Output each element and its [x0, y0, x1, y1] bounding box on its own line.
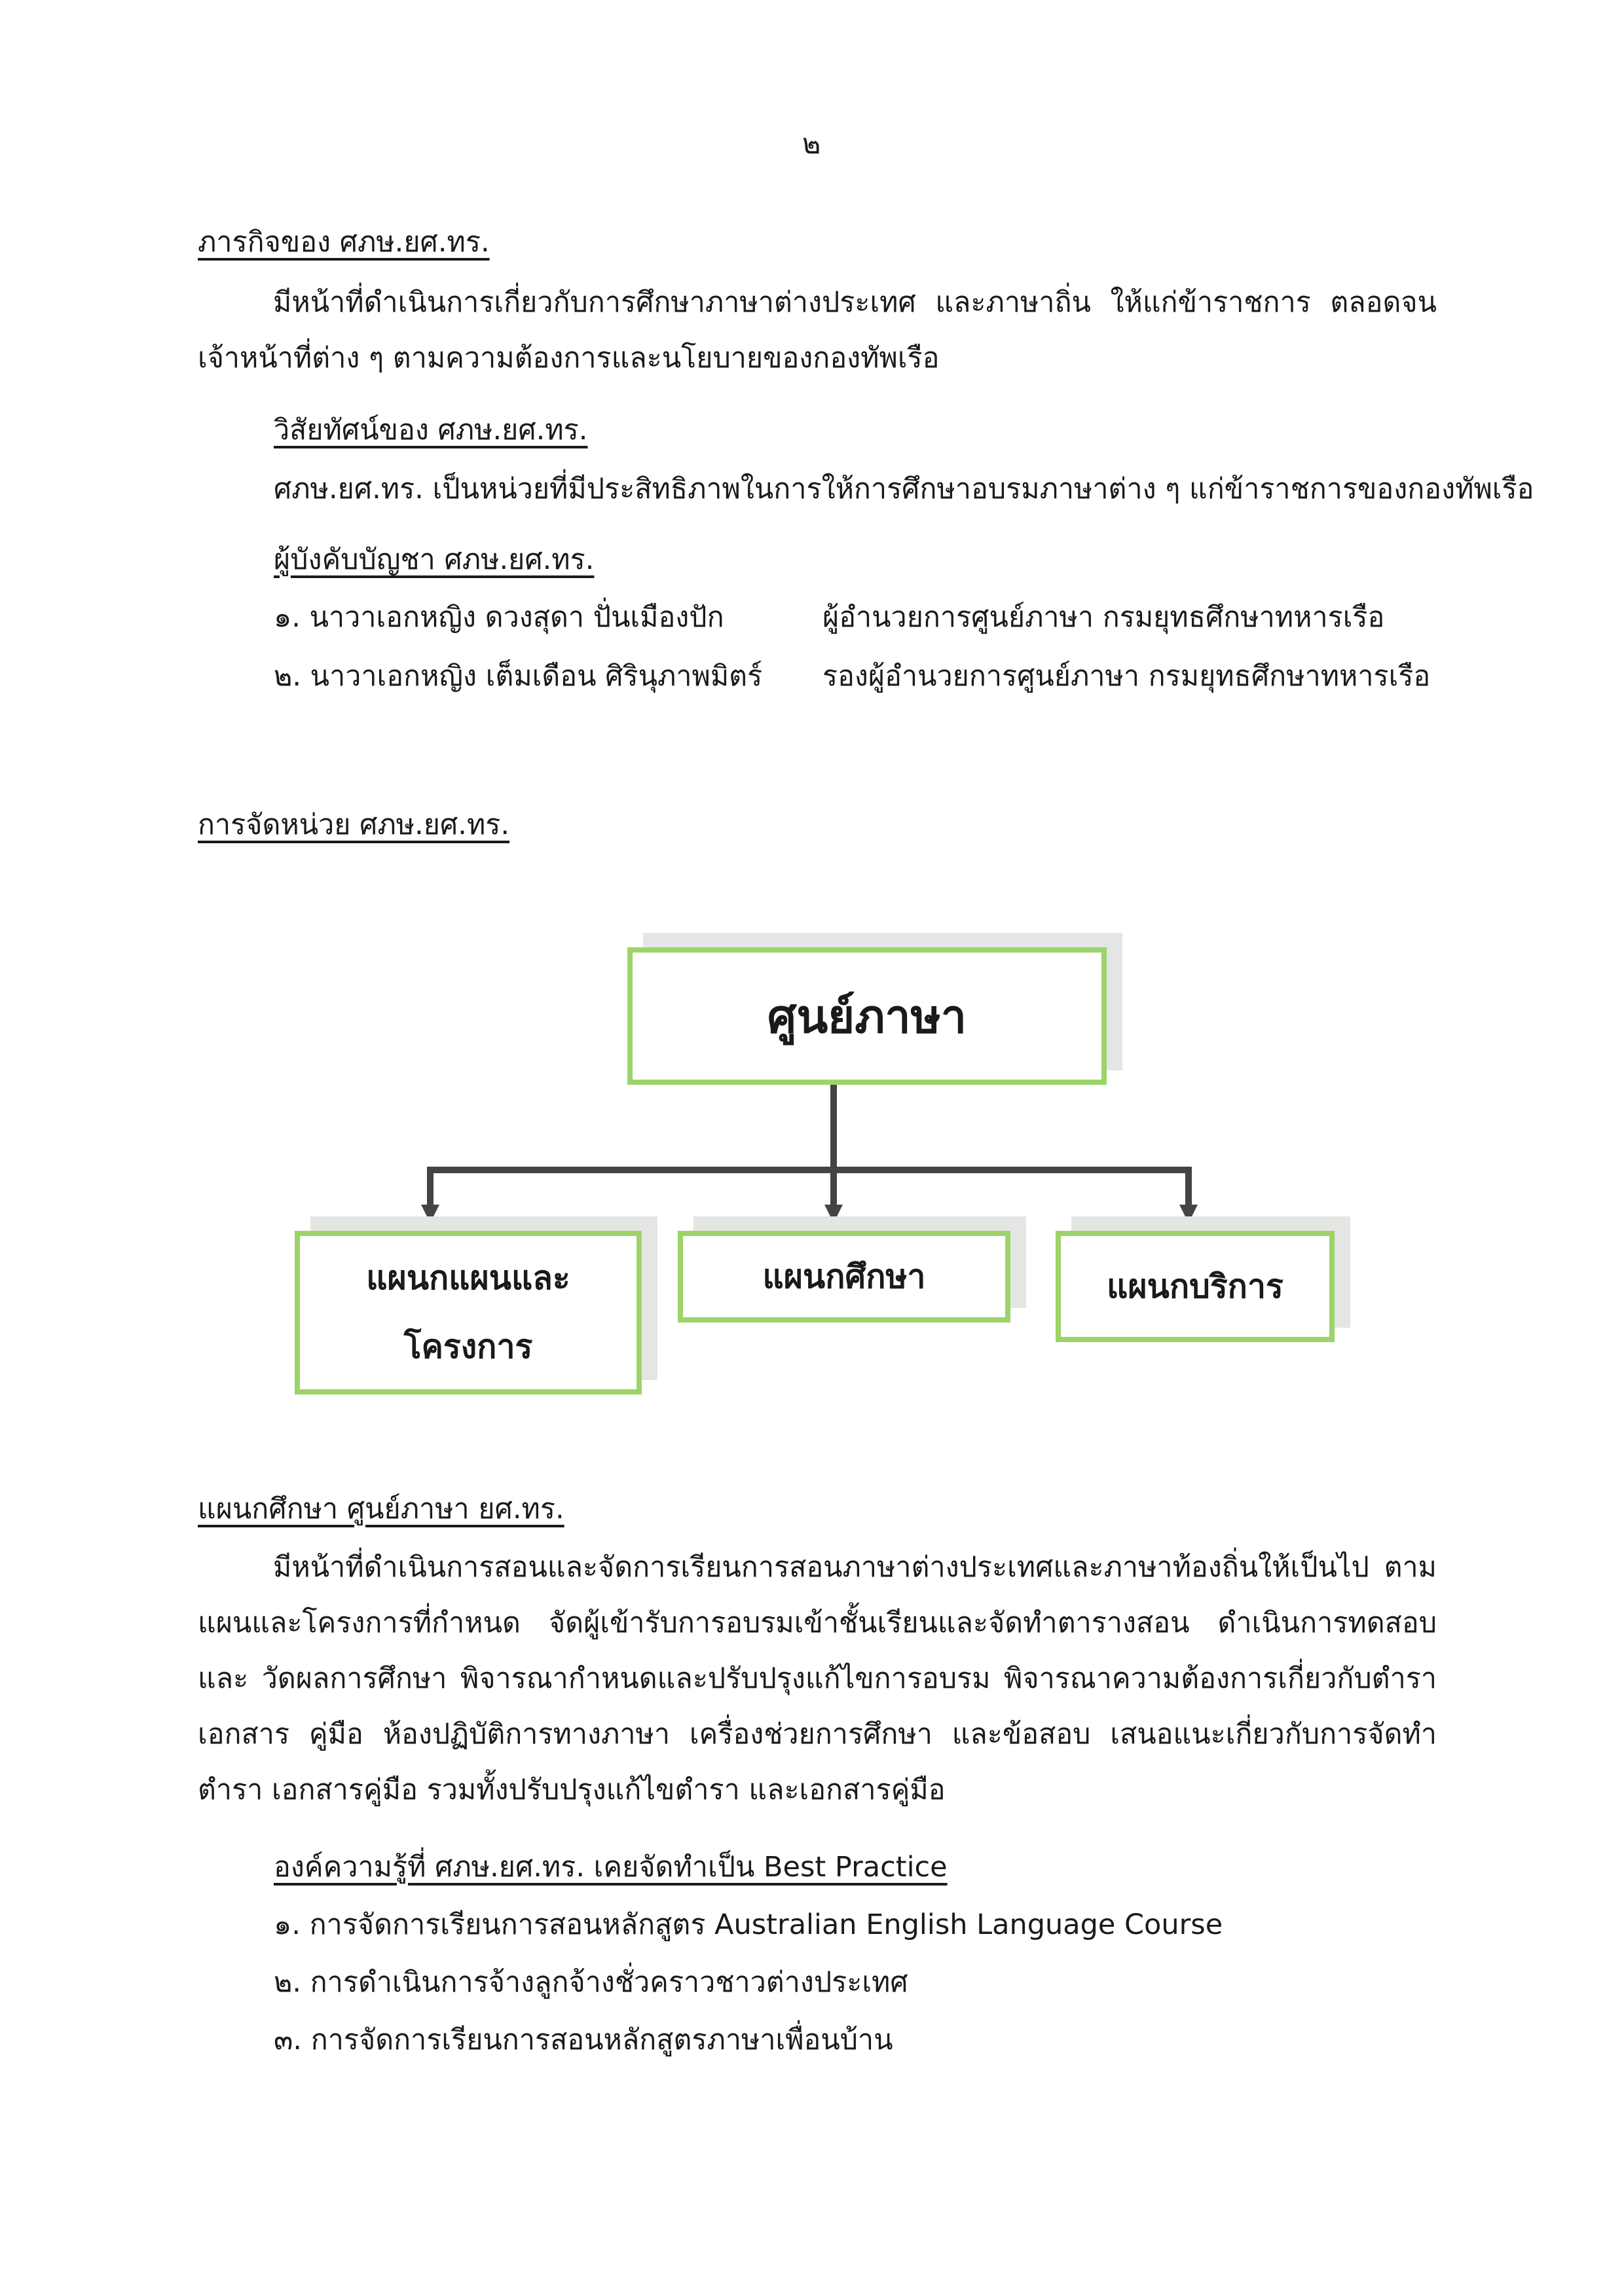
org-root-box: [627, 947, 1107, 1085]
education-dept-heading: แผนกศึกษา ศูนย์ภาษา ยศ.ทร.: [198, 1493, 564, 1525]
org-child-box-plans: [295, 1231, 642, 1394]
arrow-right: [1179, 1205, 1198, 1223]
org-child-label: แผนกศึกษา: [762, 1257, 926, 1296]
connector-center: [830, 1167, 837, 1206]
best-practice-item: ๓. การจัดการเรียนการสอนหลักสูตรภาษาเพื่อนบ้าน: [274, 2024, 893, 2056]
mission-heading: ภารกิจของ ศภษ.ยศ.ทร.: [198, 226, 490, 259]
page-number: ๒: [802, 128, 821, 160]
vision-body: ศภษ.ยศ.ทร. เป็นหน่วยที่มีประสิทธิภาพในการให้การศึกษาอบรมภาษาต่าง ๆ แก่ข้าราชการของกองทัพเรือ: [274, 473, 1534, 505]
commanders-heading: ผู้บังคับบัญชา ศภษ.ยศ.ทร.: [274, 543, 595, 576]
organization-heading: การจัดหน่วย ศภษ.ยศ.ทร.: [198, 809, 510, 841]
best-practice-heading: องค์ความรู้ที่ ศภษ.ยศ.ทร. เคยจัดทำเป็น Best Practice: [274, 1851, 948, 1884]
org-child-label: แผนกบริการ: [1107, 1267, 1283, 1305]
arrow-center: [824, 1205, 843, 1223]
connector-root-down: [830, 1084, 837, 1169]
commander-position: รองผู้อำนวยการศูนย์ภาษา กรมยุทธศึกษาทหารเรือ: [822, 660, 1431, 693]
commander-name: ๑. นาวาเอกหญิง ดวงสุดา ปั่นเมืองปัก: [274, 601, 724, 634]
commander-name: ๒. นาวาเอกหญิง เต็มเดือน ศิรินุภาพมิตร์: [274, 660, 763, 693]
org-child-box-education: [678, 1231, 1010, 1322]
best-practice-item: ๒. การดำเนินการจ้างลูกจ้างชั่วคราวชาวต่างประเทศ: [274, 1966, 908, 1999]
commander-position: ผู้อำนวยการศูนย์ภาษา กรมยุทธศึกษาทหารเรือ: [822, 601, 1385, 634]
vision-heading: วิสัยทัศน์ของ ศภษ.ยศ.ทร.: [274, 414, 588, 446]
connector-horizontal: [427, 1167, 1192, 1173]
best-practice-item: ๑. การจัดการเรียนการสอนหลักสูตร Australian English Language Course: [274, 1908, 1223, 1941]
arrow-left: [421, 1205, 439, 1223]
mission-body: มีหน้าที่ดำเนินการเกี่ยวกับการศึกษาภาษาต่างประเทศ และภาษาถิ่น ให้แก่ข้าราชการ ตลอดจน เจ้าหน้าที่ต่าง ๆ ตามความต้องการและนโยบายของกองทัพเรือ: [198, 286, 1437, 374]
org-child-label: แผนกแผนและ โครงการ: [366, 1259, 570, 1366]
connector-right: [1185, 1167, 1192, 1206]
org-root-label: ศูนย์ภาษา: [767, 989, 967, 1044]
connector-left: [427, 1167, 434, 1206]
education-dept-body: มีหน้าที่ดำเนินการสอนและจัดการเรียนการสอนภาษาต่างประเทศและภาษาท้องถิ่นให้เป็นไป ตามแผนและโครงการที่กำหนด จัดผู้เข้ารับการอบรมเข้าชั้นเรียนและจัดทำตารางสอน ดำเนินการทดสอบและ วัดผลการศึกษา พิจารณากำหนดและปรับปรุงแก้ไขการอบรม พิจารณาความต้องการเกี่ยวกับตำรา เอกสาร คู่มือ ห้องปฏิบัติการทางภาษา เครื่องช่วยการศึกษา และข้อสอบ เสนอแนะเกี่ยวกับการจัดทำตำรา เอกสารคู่มือ รวมทั้งปรับปรุงแก้ไขตำรา และเอกสารคู่มือ: [198, 1551, 1437, 1806]
org-child-box-services: [1056, 1231, 1335, 1342]
